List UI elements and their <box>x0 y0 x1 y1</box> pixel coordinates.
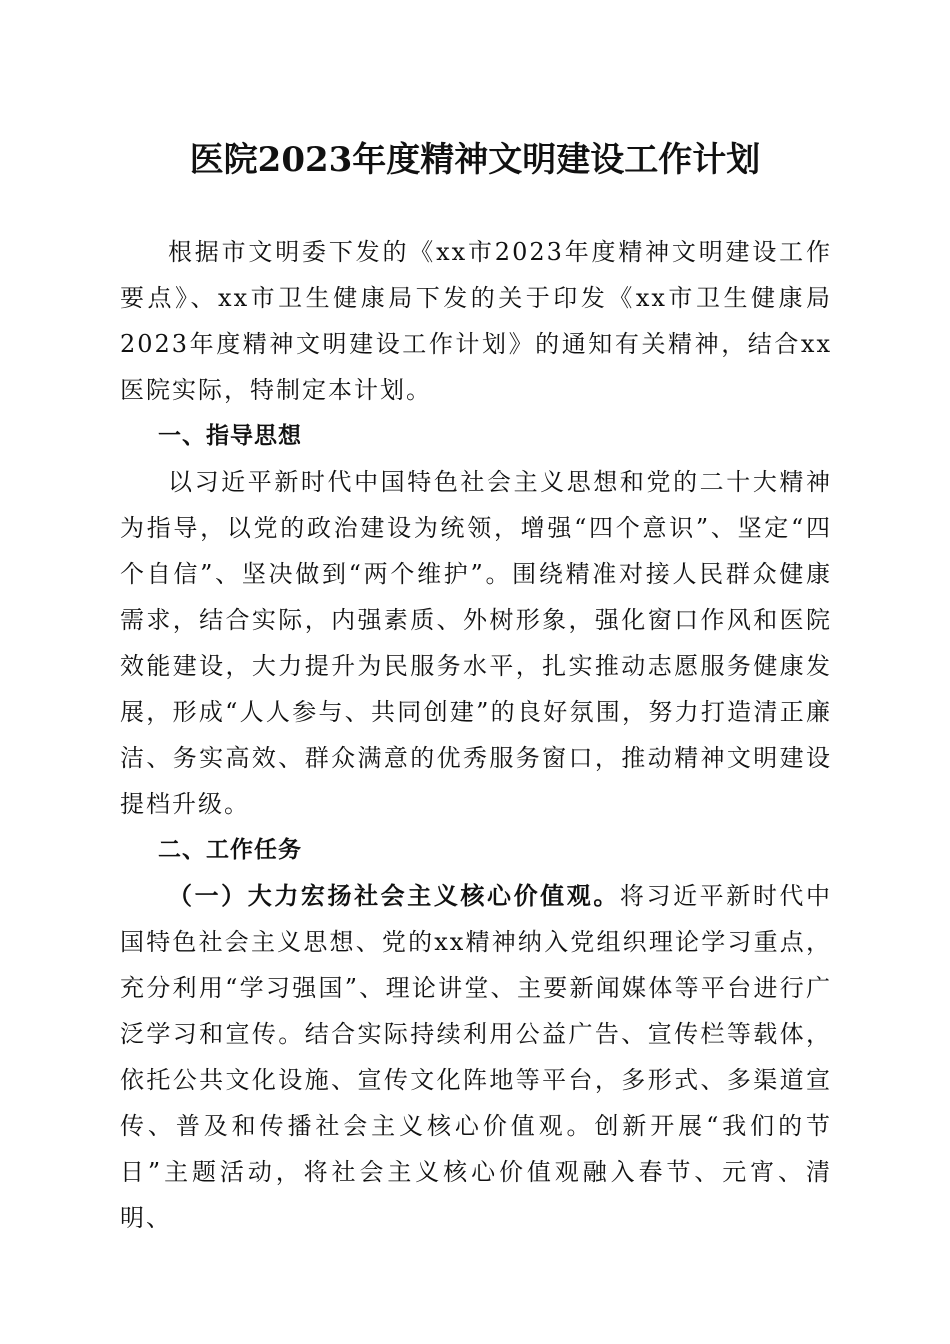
work-task-1-text: 将习近平新时代中国特色社会主义思想、党的xx精神纳入党组织理论学习重点，充分利用“学习强国”、理论讲堂、主要新闻媒体等平台进行广泛学习和宣传。结合实际持续利用公益广告、宣传栏等载体，依托公共文化设施、宣传文化阵地等平台，多形式、多渠道宣传、普及和传播社会主义核心价值观。创新开展“我们的节日”主题活动，将社会主义核心价值观融入春节、元宵、清明、 <box>120 882 833 1232</box>
section-heading-guiding-ideology: 一、指导思想 <box>158 423 302 449</box>
guiding-ideology-paragraph: 以习近平新时代中国特色社会主义思想和党的二十大精神为指导，以党的政治建设为统领，增强“四个意识”、坚定“四个自信”、坚决做到“两个维护”。围绕精准对接人民群众健康需求，结合实际，内强素质、外树形象，强化窗口作风和医院效能建设，大力提升为民服务水平，扎实推动志愿服务健康发展，形成“人人参与、共同创建”的良好氛围，努力打造清正廉洁、务实高效、群众满意的优秀服务窗口，推动精神文明建设提档升级。 <box>120 468 832 818</box>
work-task-1-paragraph <box>120 873 832 1241</box>
document-title: 医院2023年度精神文明建设工作计划 <box>189 140 761 180</box>
work-task-1-lead: （一）大力宏扬社会主义核心价值观。 <box>168 882 620 910</box>
section-heading-work-tasks: 二、工作任务 <box>158 837 302 863</box>
intro-paragraph: 根据市文明委下发的《xx市2023年度精神文明建设工作要点》、xx市卫生健康局下发的关于印发《xx市卫生健康局2023年度精神文明建设工作计划》的通知有关精神，结合xx医院实际，特制定本计划。 <box>120 238 832 404</box>
document-body <box>120 229 832 1241</box>
